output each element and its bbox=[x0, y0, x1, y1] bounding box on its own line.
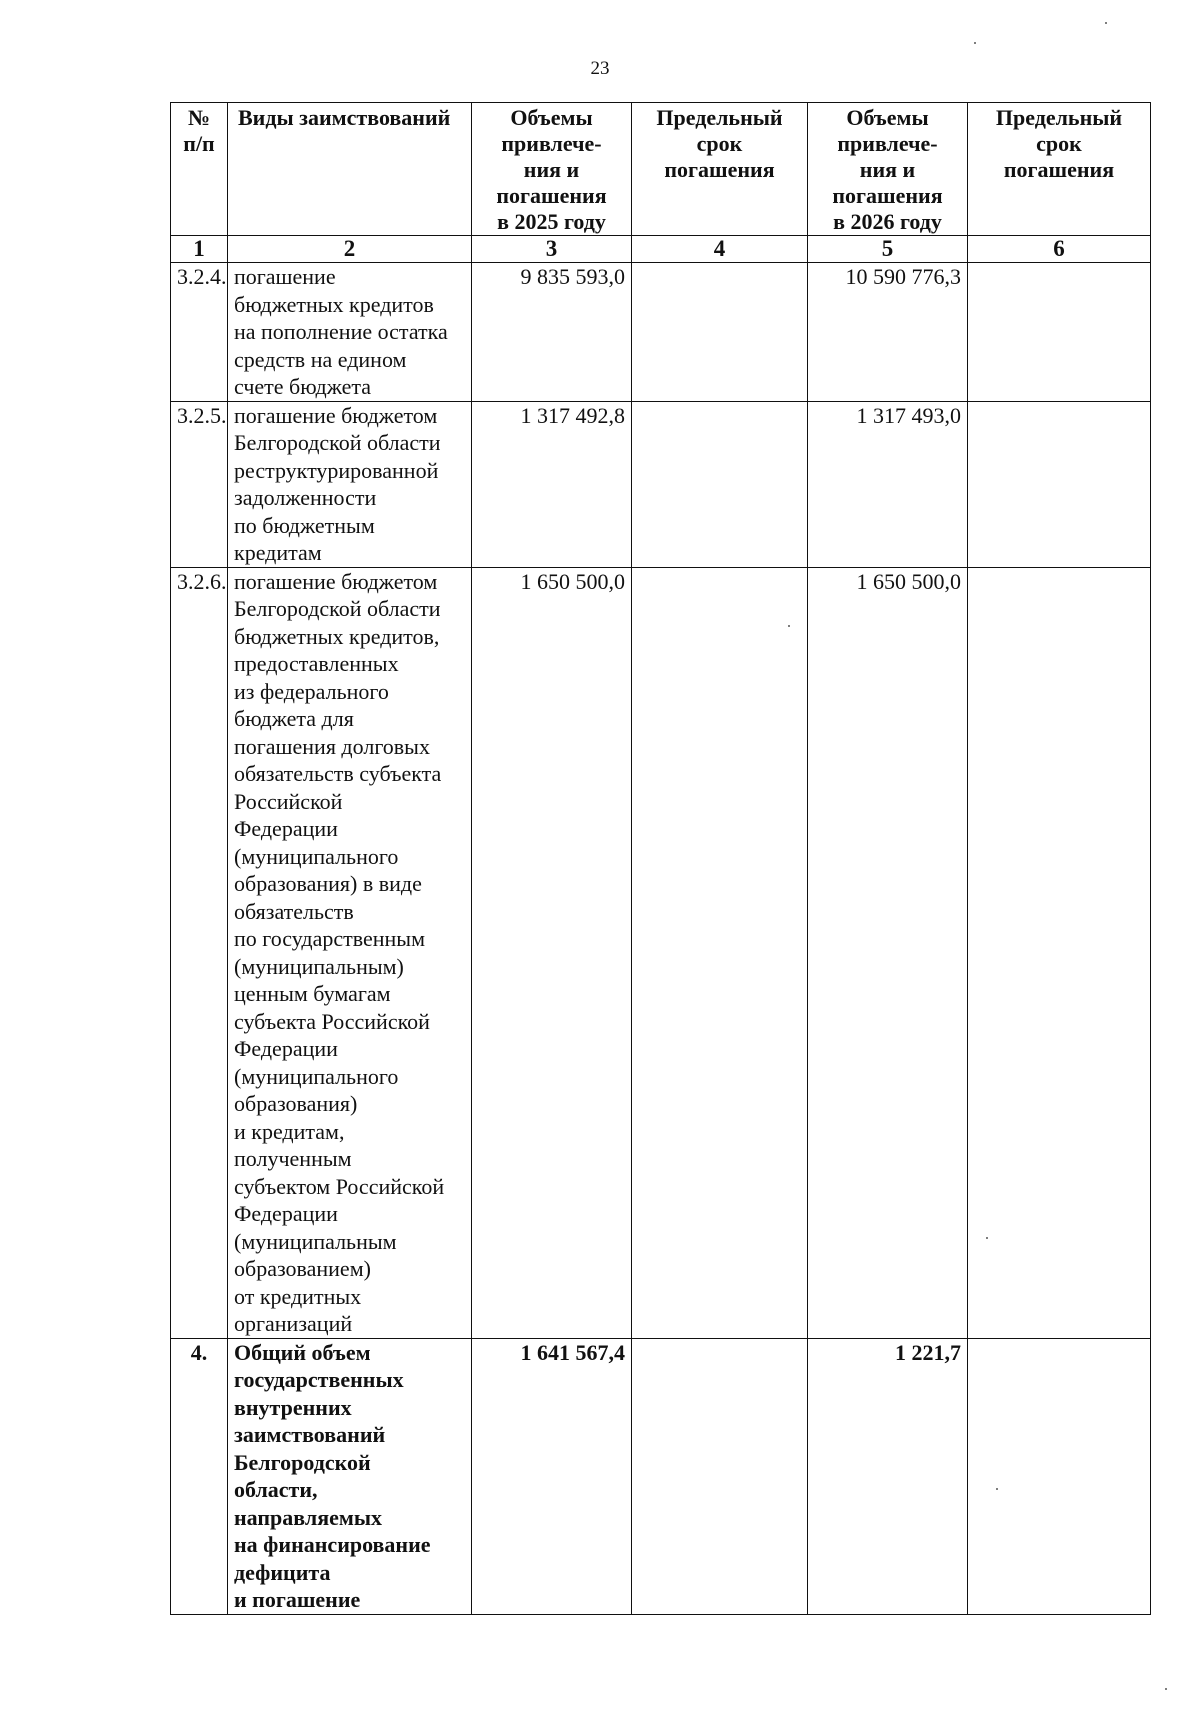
header-volume-2025: Объемы привлече- ния и погашения в 2025 году bbox=[472, 103, 632, 236]
column-number: 1 bbox=[171, 236, 228, 263]
scan-speck bbox=[974, 42, 976, 44]
borrowing-type-line: на пополнение остатка bbox=[234, 319, 448, 344]
term-2025 bbox=[632, 263, 808, 402]
borrowing-type-line: обязательств субъекта bbox=[234, 761, 442, 786]
borrowing-type-line: области, bbox=[234, 1477, 318, 1502]
row-number: 4. bbox=[171, 1338, 228, 1614]
borrowing-type-line: (муниципальным) bbox=[234, 953, 404, 979]
borrowing-type-line: погашение bbox=[234, 264, 336, 289]
row-number: 3.2.6. bbox=[171, 567, 228, 1338]
borrowing-type-line: кредитам bbox=[234, 540, 322, 565]
borrowing-type-line: и погашение bbox=[234, 1587, 361, 1612]
header-row bbox=[171, 103, 1151, 236]
scan-speck bbox=[1165, 1688, 1167, 1690]
borrowing-type-line: от кредитных bbox=[234, 1283, 362, 1309]
borrowing-type-line: образованием) bbox=[234, 1256, 371, 1281]
header-term-2026: Предельный срок погашения bbox=[968, 103, 1151, 236]
term-2026 bbox=[968, 401, 1151, 567]
header-number: № п/п bbox=[171, 103, 228, 236]
column-number-row bbox=[171, 236, 1151, 263]
row-number: 3.2.5. bbox=[171, 401, 228, 567]
borrowing-type-line: обязательств bbox=[234, 898, 354, 924]
term-2025 bbox=[632, 1338, 808, 1614]
borrowing-type-line: по бюджетным bbox=[234, 512, 375, 538]
borrowing-type-line: на финансирование bbox=[234, 1532, 431, 1557]
borrowing-type bbox=[228, 1338, 472, 1614]
borrowing-type-line: Белгородской bbox=[234, 1449, 371, 1475]
volume-2025: 9 835 593,0 bbox=[472, 263, 632, 402]
scan-speck bbox=[788, 625, 790, 627]
borrowing-type-line: направляемых bbox=[234, 1504, 383, 1530]
term-2025 bbox=[632, 567, 808, 1338]
borrowing-type bbox=[228, 567, 472, 1338]
borrowing-type-line: Российской bbox=[234, 788, 343, 814]
borrowing-type-line: (муниципальным bbox=[234, 1228, 397, 1254]
borrowing-type-line: счете бюджета bbox=[234, 374, 372, 399]
borrowing-type-line: заимствований bbox=[234, 1422, 386, 1447]
header-borrowing-type: Виды заимствований bbox=[228, 103, 472, 236]
scan-speck bbox=[986, 1237, 988, 1239]
volume-2025: 1 650 500,0 bbox=[472, 567, 632, 1338]
volume-2026: 1 650 500,0 bbox=[808, 567, 968, 1338]
borrowing-type-line: по государственным bbox=[234, 926, 425, 951]
borrowing-type-line: и кредитам, bbox=[234, 1118, 345, 1144]
volume-2026: 1 221,7 bbox=[808, 1338, 968, 1614]
borrowing-type-line: Белгородской области bbox=[234, 430, 441, 455]
borrowing-type-line: погашение бюджетом bbox=[234, 402, 438, 428]
column-number: 4 bbox=[632, 236, 808, 263]
column-number: 3 bbox=[472, 236, 632, 263]
table-row bbox=[171, 401, 1151, 567]
table-row bbox=[171, 263, 1151, 402]
column-number: 5 bbox=[808, 236, 968, 263]
scan-speck bbox=[1105, 22, 1107, 24]
borrowing-type-line: средств на едином bbox=[234, 346, 407, 372]
borrowing-type-line: Общий объем bbox=[234, 1339, 371, 1365]
borrowing-type-line: государственных bbox=[234, 1367, 404, 1392]
borrowing-type-line: Федерации bbox=[234, 1201, 338, 1226]
header-term-2025: Предельный срок погашения bbox=[632, 103, 808, 236]
borrowing-type-line: (муниципального bbox=[234, 1063, 399, 1089]
term-2026 bbox=[968, 1338, 1151, 1614]
borrowing-type-line: реструктурированной bbox=[234, 457, 439, 483]
borrowing-type-line: Белгородской области bbox=[234, 596, 441, 621]
column-number: 2 bbox=[228, 236, 472, 263]
borrowing-type-line: Федерации bbox=[234, 1036, 338, 1061]
borrowing-type-line: дефицита bbox=[234, 1559, 331, 1585]
header-volume-2026: Объемы привлече- ния и погашения в 2026 году bbox=[808, 103, 968, 236]
borrowing-type-line: предоставленных bbox=[234, 651, 399, 676]
row-number: 3.2.4. bbox=[171, 263, 228, 402]
borrowing-type-line: субъекта Российской bbox=[234, 1008, 430, 1034]
column-number: 6 bbox=[968, 236, 1151, 263]
volume-2026: 1 317 493,0 bbox=[808, 401, 968, 567]
volume-2025: 1 317 492,8 bbox=[472, 401, 632, 567]
borrowing-type-line: бюджетных кредитов, bbox=[234, 623, 440, 649]
borrowing-type-line: полученным bbox=[234, 1146, 352, 1171]
borrowing-type bbox=[228, 401, 472, 567]
borrowing-type-line: бюджета для bbox=[234, 706, 354, 731]
borrowing-type-line: субъектом Российской bbox=[234, 1173, 445, 1199]
borrowing-type-line: из федерального bbox=[234, 678, 389, 704]
borrowing-type-line: задолженности bbox=[234, 485, 377, 510]
table-row bbox=[171, 567, 1151, 1338]
borrowing-type-line: Федерации bbox=[234, 816, 338, 841]
borrowing-type-line: внутренних bbox=[234, 1394, 352, 1420]
borrowing-type-line: погашения долговых bbox=[234, 733, 430, 759]
term-2025 bbox=[632, 401, 808, 567]
table-row bbox=[171, 1338, 1151, 1614]
volume-2026: 10 590 776,3 bbox=[808, 263, 968, 402]
term-2026 bbox=[968, 263, 1151, 402]
page-number: 23 bbox=[590, 58, 610, 79]
borrowing-type-line: бюджетных кредитов bbox=[234, 291, 434, 317]
borrowing-type-line: ценным бумагам bbox=[234, 981, 391, 1006]
borrowing-type-line: организаций bbox=[234, 1311, 353, 1336]
borrowing-type-line: образования) bbox=[234, 1091, 358, 1116]
borrowing-type-line: (муниципального bbox=[234, 843, 399, 869]
borrowings-table bbox=[170, 102, 1151, 1615]
borrowing-type bbox=[228, 263, 472, 402]
volume-2025: 1 641 567,4 bbox=[472, 1338, 632, 1614]
scan-speck bbox=[996, 1488, 998, 1490]
borrowing-type-line: погашение бюджетом bbox=[234, 568, 438, 594]
borrowing-type-line: образования) в виде bbox=[234, 871, 422, 896]
term-2026 bbox=[968, 567, 1151, 1338]
